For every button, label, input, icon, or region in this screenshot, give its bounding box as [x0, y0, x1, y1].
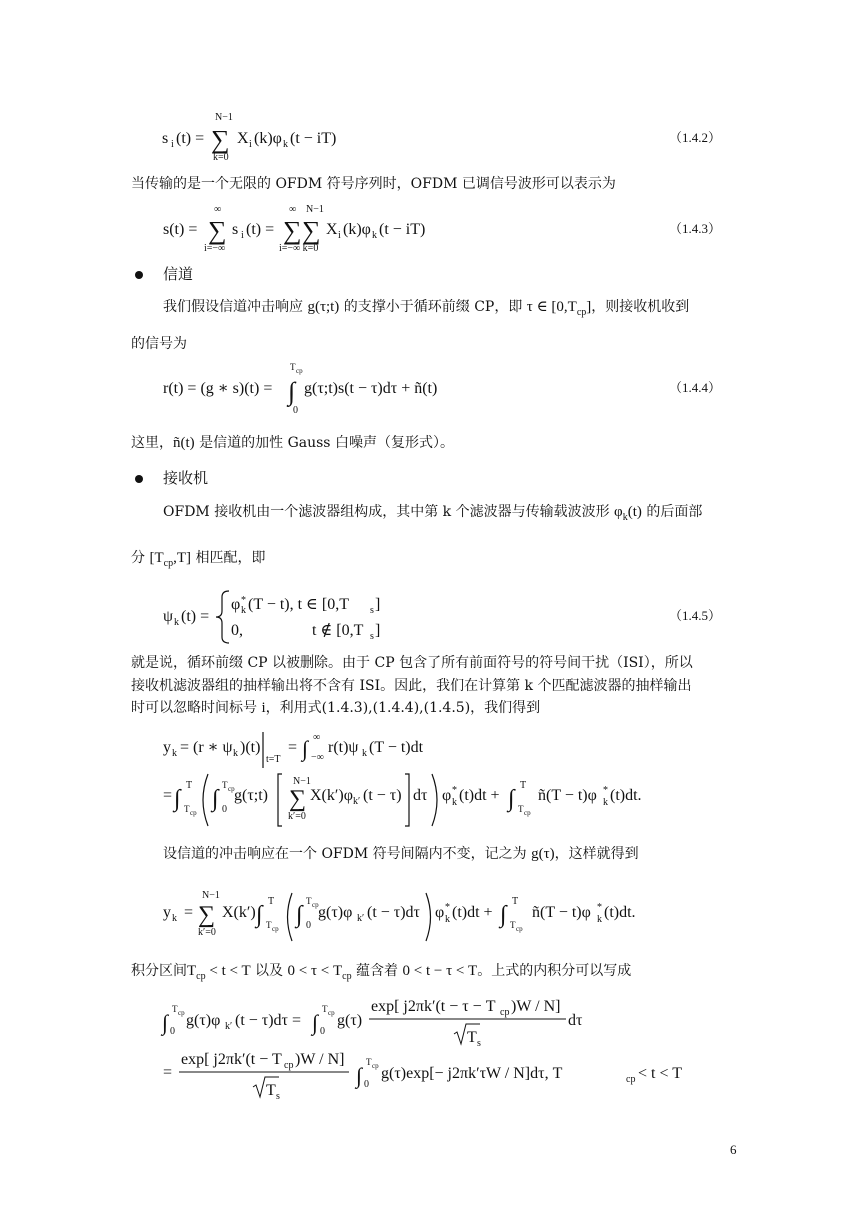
- svg-text:cp: cp: [190, 809, 197, 817]
- svg-text:k: k: [233, 748, 238, 759]
- text-run: OFDM 接收机由一个滤波器组构成，其中第 k 个滤波器与传输载波波形: [163, 504, 615, 520]
- svg-text:T: T: [266, 1082, 276, 1099]
- svg-text:0: 0: [320, 1026, 325, 1037]
- svg-text:∑: ∑: [208, 216, 227, 245]
- svg-text:y: y: [163, 904, 171, 921]
- svg-text:= (r ∗ ψ: = (r ∗ ψ: [180, 739, 233, 756]
- svg-text:T: T: [222, 780, 228, 790]
- math-run: < t < T: [205, 963, 251, 979]
- svg-text:k: k: [372, 230, 377, 241]
- paragraph-2-line-2: 的信号为: [131, 336, 187, 352]
- svg-text:φ: φ: [435, 904, 445, 921]
- svg-text:∑: ∑: [198, 902, 216, 928]
- heading-channel: 信道: [163, 265, 194, 283]
- svg-text:T: T: [366, 1057, 372, 1067]
- svg-text:k′: k′: [357, 913, 365, 924]
- svg-text:∫: ∫: [302, 736, 309, 761]
- svg-text:g(τ): g(τ): [337, 1012, 363, 1029]
- svg-text:*: *: [603, 785, 608, 796]
- svg-text:(t − iT): (t − iT): [290, 130, 337, 147]
- svg-text:N−1: N−1: [293, 776, 311, 787]
- svg-text:k′: k′: [225, 1021, 233, 1032]
- text-run: 积分区间: [131, 963, 187, 979]
- svg-text:∞: ∞: [289, 204, 297, 215]
- svg-text:φ: φ: [442, 787, 452, 804]
- svg-text:−∞: −∞: [311, 752, 324, 763]
- svg-text:cp: cp: [272, 925, 279, 933]
- svg-text:k: k: [241, 605, 246, 616]
- math-sub: cp: [196, 971, 206, 982]
- svg-text:=: =: [163, 1064, 173, 1081]
- math-run: ]: [586, 299, 592, 315]
- svg-text:ñ(T − t)φ: ñ(T − t)φ: [532, 904, 591, 921]
- svg-text:(t) =: (t) =: [181, 608, 210, 625]
- svg-text:(t)dt +: (t)dt +: [452, 904, 493, 921]
- svg-text:s: s: [276, 1091, 280, 1102]
- svg-text:g(τ;t): g(τ;t): [234, 787, 268, 804]
- svg-text:s: s: [370, 631, 374, 642]
- svg-text:i=−∞ k=0: i=−∞ k=0: [279, 243, 319, 254]
- svg-text:∑: ∑: [289, 786, 307, 812]
- svg-text:g(τ)exp[− j2πk′τW / N]dτ, T: g(τ)exp[− j2πk′τW / N]dτ, T: [381, 1065, 563, 1082]
- svg-text:ñ(T − t)φ: ñ(T − t)φ: [538, 787, 597, 804]
- svg-text:∫: ∫: [356, 1063, 363, 1088]
- math-run: ,T]: [173, 550, 191, 566]
- math-run: τ ∈ [0,T: [526, 299, 577, 315]
- svg-text:*: *: [445, 902, 450, 913]
- svg-text:k=0: k=0: [213, 152, 229, 163]
- svg-text:cp: cp: [296, 367, 303, 375]
- svg-text:s: s: [232, 221, 239, 238]
- svg-text:T: T: [172, 1004, 178, 1014]
- text-run: ，则接收机收到: [591, 299, 690, 315]
- svg-text:(t) =: (t) =: [176, 130, 205, 147]
- svg-text:s: s: [162, 130, 169, 147]
- svg-text:∫: ∫: [212, 786, 219, 812]
- svg-text:T: T: [266, 920, 272, 930]
- svg-text:T: T: [268, 896, 275, 907]
- text-run: 的支撑小于循环前缀 CP，即: [339, 299, 527, 315]
- svg-text:t ∉ [0,T: t ∉ [0,T: [312, 622, 364, 639]
- svg-text:T: T: [184, 804, 190, 814]
- svg-text:cp: cp: [524, 809, 531, 817]
- svg-text:N−1: N−1: [202, 890, 220, 901]
- paragraph-5-line-2: 接收机滤波器组的抽样输出将不含有 ISI。因此，我们在计算第 k 个匹配滤波器的抽样输出: [131, 678, 692, 694]
- svg-text:r(t)ψ: r(t)ψ: [328, 739, 359, 756]
- math-run: φ: [614, 504, 623, 520]
- svg-text:∑: ∑: [302, 216, 321, 245]
- svg-text:k′: k′: [353, 796, 361, 807]
- svg-text:k′=0: k′=0: [288, 811, 306, 822]
- eq-number-1-4-4: （1.4.4）: [669, 380, 722, 395]
- text-run: 设信道的冲击响应在一个 OFDM 符号间隔内不变，记之为: [163, 846, 532, 862]
- svg-text:∫: ∫: [162, 1010, 169, 1035]
- svg-text:t=T: t=T: [266, 754, 281, 765]
- math-run: [T: [149, 550, 164, 566]
- svg-text:g(τ)φ: g(τ)φ: [318, 904, 353, 921]
- svg-text:∑: ∑: [211, 125, 230, 154]
- svg-text:(t)dt +: (t)dt +: [459, 787, 500, 804]
- svg-text:(k)φ: (k)φ: [254, 130, 282, 147]
- svg-text:T: T: [186, 780, 193, 791]
- svg-text:∫: ∫: [174, 786, 181, 812]
- svg-text:cp: cp: [284, 1060, 294, 1071]
- svg-text:(t − iT): (t − iT): [379, 221, 426, 238]
- svg-text:T: T: [520, 780, 527, 791]
- inline-ineq-3: 0 < t − τ < T: [402, 963, 478, 979]
- svg-text:k: k: [452, 797, 457, 808]
- eq-number-1-4-3: （1.4.3）: [669, 221, 722, 236]
- svg-text:T: T: [518, 804, 524, 814]
- math-run: (t): [627, 504, 642, 520]
- svg-text:T: T: [512, 896, 519, 907]
- svg-text:X: X: [237, 130, 249, 147]
- svg-text:N−1: N−1: [306, 204, 324, 215]
- math-run: T: [187, 963, 197, 979]
- svg-text:s: s: [477, 1038, 481, 1049]
- svg-text:cp: cp: [626, 1074, 636, 1085]
- svg-text:i: i: [249, 139, 252, 150]
- text-run: 蕴含着: [351, 963, 403, 979]
- svg-text:r(t) = (g ∗ s)(t) =: r(t) = (g ∗ s)(t) =: [163, 380, 273, 397]
- svg-text:cp: cp: [328, 1009, 335, 1017]
- svg-text:(t − τ)dτ =: (t − τ)dτ =: [235, 1012, 302, 1029]
- svg-text:∫: ∫: [296, 902, 303, 928]
- svg-text:0: 0: [293, 405, 298, 416]
- svg-text:(t − τ): (t − τ): [363, 787, 402, 804]
- svg-text:k: k: [172, 748, 177, 759]
- text-run: 相匹配，即: [191, 550, 266, 566]
- text-run: 分: [131, 550, 150, 566]
- svg-text:(T − t)dt: (T − t)dt: [369, 739, 424, 756]
- math-sub: cp: [163, 558, 174, 569]
- svg-text:k: k: [362, 748, 367, 759]
- svg-text:]: ]: [375, 622, 381, 639]
- svg-text:y: y: [163, 739, 171, 756]
- svg-text:g(τ)φ: g(τ)φ: [186, 1012, 221, 1029]
- svg-text:∑: ∑: [283, 216, 302, 245]
- inline-i: i: [261, 700, 266, 716]
- svg-text:cp: cp: [312, 901, 319, 909]
- svg-text:(T − t), t ∈ [0,T: (T − t), t ∈ [0,T: [248, 596, 349, 613]
- svg-text:ψ: ψ: [163, 608, 174, 625]
- page-number: 6: [730, 1142, 737, 1157]
- svg-text:cp: cp: [500, 1007, 510, 1018]
- svg-text:)(t): )(t): [240, 739, 261, 756]
- svg-text:0: 0: [222, 804, 227, 815]
- svg-text:k: k: [174, 617, 179, 628]
- svg-text:(t)dt.: (t)dt.: [604, 904, 636, 921]
- svg-text:∫: ∫: [256, 902, 263, 928]
- inline-g-tau-t: g(τ;t): [307, 299, 340, 315]
- svg-text:g(τ;t)s(t − τ)dτ + ñ(t): g(τ;t)s(t − τ)dτ + ñ(t): [304, 380, 438, 397]
- svg-text:T: T: [467, 1029, 477, 1046]
- svg-text:0,: 0,: [231, 622, 243, 639]
- math-sub: k: [622, 512, 628, 523]
- svg-text:dτ: dτ: [568, 1012, 583, 1029]
- text-run: 的后面部: [641, 504, 703, 520]
- svg-text:*: *: [452, 785, 457, 796]
- svg-text:T: T: [290, 362, 296, 372]
- svg-text:i=−∞: i=−∞: [204, 243, 226, 254]
- text-run: 是信道的加性 Gauss 白噪声（复形式）。: [194, 435, 454, 451]
- svg-text:T: T: [306, 896, 312, 906]
- svg-text:i: i: [338, 230, 341, 241]
- math-run: 0 < τ < T: [287, 963, 343, 979]
- heading-receiver: 接收机: [163, 469, 209, 487]
- svg-text:φ: φ: [231, 596, 241, 613]
- svg-text:i: i: [171, 139, 174, 150]
- text-run: 以及: [250, 963, 288, 979]
- paragraph-1: 当传输的是一个无限的 OFDM 符号序列时，OFDM 已调信号波形可以表示为: [131, 176, 616, 192]
- text-run: 时可以忽略时间标号: [131, 700, 262, 716]
- svg-text:N−1: N−1: [215, 112, 233, 123]
- svg-text:∫: ∫: [500, 902, 507, 928]
- svg-text:=: =: [163, 787, 173, 804]
- svg-text:cp: cp: [372, 1062, 379, 1070]
- svg-text:0: 0: [306, 920, 311, 931]
- svg-text:T: T: [322, 1004, 328, 1014]
- svg-text:i: i: [241, 230, 244, 241]
- svg-text:∫: ∫: [288, 377, 296, 406]
- svg-text:=: =: [288, 739, 298, 756]
- svg-text:k: k: [172, 913, 177, 924]
- svg-text:cp: cp: [516, 925, 523, 933]
- svg-text:*: *: [241, 595, 246, 606]
- eq-number-1-4-5: （1.4.5）: [669, 608, 722, 623]
- svg-text:∞: ∞: [313, 732, 321, 743]
- svg-text:cp: cp: [228, 785, 235, 793]
- inline-noise: ñ(t): [173, 435, 195, 451]
- svg-text:X: X: [326, 221, 338, 238]
- svg-text:(k)φ: (k)φ: [343, 221, 371, 238]
- svg-text:(t) =: (t) =: [246, 221, 275, 238]
- svg-text:0: 0: [364, 1079, 369, 1090]
- svg-text:∫: ∫: [312, 1010, 319, 1035]
- svg-text:∫: ∫: [508, 786, 515, 812]
- svg-text:k: k: [445, 914, 450, 925]
- svg-text:=: =: [184, 904, 194, 921]
- svg-text:(t − τ)dτ: (t − τ)dτ: [367, 904, 420, 921]
- svg-text:cp: cp: [178, 1009, 185, 1017]
- svg-text:k: k: [597, 914, 602, 925]
- svg-text:]: ]: [375, 596, 381, 613]
- svg-text:∞: ∞: [214, 204, 222, 215]
- text-run: ，利用式(1.4.3),(1.4.4),(1.4.5)，我们得到: [265, 700, 541, 716]
- svg-text:)W / N]: )W / N]: [511, 998, 561, 1015]
- svg-text:X(k′)φ: X(k′)φ: [310, 787, 353, 804]
- text-run: ，这样就得到: [554, 846, 639, 862]
- svg-text:s: s: [370, 605, 374, 616]
- svg-text:)W / N]: )W / N]: [295, 1051, 345, 1068]
- math-sub: cp: [342, 971, 352, 982]
- svg-text:k: k: [283, 139, 288, 150]
- svg-text:exp[ j2πk′(t − τ − T: exp[ j2πk′(t − τ − T: [371, 998, 496, 1015]
- eq-number-1-4-2: （1.4.2）: [669, 130, 722, 145]
- svg-text:exp[ j2πk′(t − T: exp[ j2πk′(t − T: [181, 1051, 282, 1068]
- svg-text:k: k: [603, 797, 608, 808]
- svg-text:dτ: dτ: [413, 787, 428, 804]
- text-run: 。上式的内积分可以写成: [477, 963, 632, 979]
- text-run: 我们假设信道冲击响应: [163, 299, 308, 315]
- svg-text:*: *: [597, 902, 602, 913]
- svg-text:s(t) =: s(t) =: [163, 221, 198, 238]
- inline-g-tau: g(τ): [531, 846, 555, 862]
- svg-text:< t < T: < t < T: [638, 1065, 682, 1082]
- text-run: 这里，: [131, 435, 173, 451]
- svg-text:X(k′): X(k′): [222, 904, 256, 921]
- svg-text:k′=0: k′=0: [198, 927, 216, 938]
- svg-text:0: 0: [170, 1026, 175, 1037]
- svg-text:(t)dt.: (t)dt.: [610, 787, 642, 804]
- math-sub: cp: [576, 307, 587, 318]
- paragraph-5-line-1: 就是说，循环前缀 CP 以被删除。由于 CP 包含了所有前面符号的符号间干扰（ISI），所以: [131, 655, 693, 671]
- svg-text:T: T: [510, 920, 516, 930]
